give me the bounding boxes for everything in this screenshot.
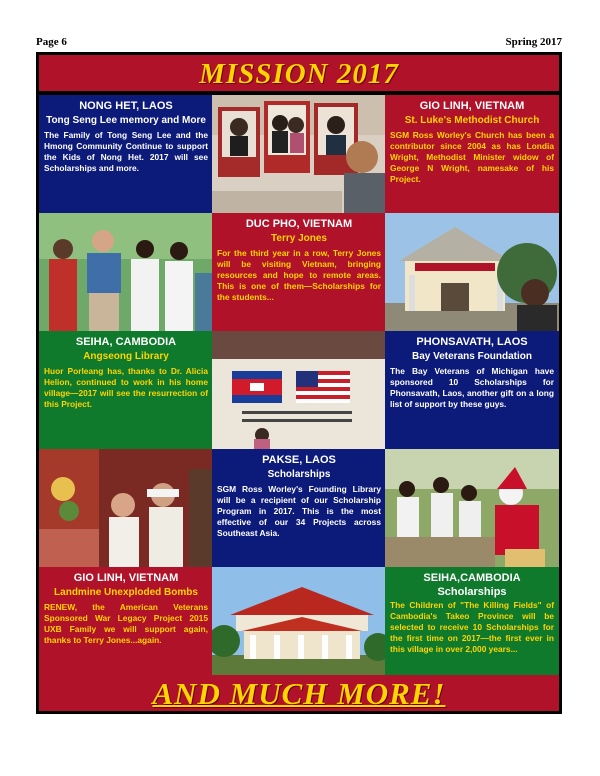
seiha-library-panel bbox=[39, 331, 213, 449]
santa-students-photo bbox=[385, 449, 559, 567]
panel-body: The Bay Veterans of Michigan have sponsored 10 Scholarships for Phonsavath, Laos, another gift on a long list of support by these guys. bbox=[390, 366, 554, 409]
panel-title: SEIHA, CAMBODIA bbox=[75, 336, 177, 348]
duc-pho-panel bbox=[212, 213, 386, 331]
seiha-scholarships-panel bbox=[385, 567, 559, 685]
panel-subtitle: Landmine Unexploded Bombs bbox=[54, 587, 198, 598]
panel-body: RENEW, the American Veterans Sponsored War Legacy Project 2015 UXB Family we will support again, thanks to Terry Jones...again. bbox=[44, 602, 208, 645]
library-flags-photo bbox=[212, 331, 386, 449]
students-group-photo bbox=[39, 213, 213, 331]
and-much-more-banner: AND MUCH MORE! bbox=[39, 675, 559, 711]
panel-subtitle: Scholarships bbox=[267, 469, 331, 480]
panel-title: PHONSAVATH, LAOS bbox=[416, 336, 528, 348]
library-building-photo bbox=[212, 567, 386, 685]
panel-title: NONG HET, LAOS bbox=[79, 100, 173, 112]
issue-date: Spring 2017 bbox=[505, 36, 562, 48]
children-ceremony-photo bbox=[39, 449, 213, 567]
nong-het-panel bbox=[39, 95, 213, 213]
mission-banner: MISSION 2017 bbox=[39, 55, 559, 91]
panel-subtitle: St. Luke's Methodist Church bbox=[404, 115, 540, 126]
panel-body: SGM Ross Worley's Founding Library will be a recipient of our Scholarship Program in 2017. This is the most effective of our 34 Projects across Southeast Asia. bbox=[217, 484, 381, 538]
panel-subtitle: Tong Seng Lee memory and More bbox=[46, 115, 206, 126]
phonsavath-panel bbox=[385, 331, 559, 449]
panel-body: Huor Porleang has, thanks to Dr. Alicia Helion, continued to work in his home village—2017 will see the resurrection of this Project. bbox=[44, 366, 208, 409]
panel-title: GIO LINH, VIETNAM bbox=[419, 100, 525, 112]
gio-linh-church-panel bbox=[385, 95, 559, 213]
memorial-portraits-photo bbox=[212, 95, 386, 213]
page-number: Page 6 bbox=[36, 36, 67, 48]
panel-subtitle: Terry Jones bbox=[271, 233, 327, 244]
panel-body: For the third year in a row, Terry Jones will be visiting Vietnam, bringing resources and hope to remote areas. This is one of them—Scholarships for the students... bbox=[217, 248, 381, 302]
panel-subtitle: Angseong Library bbox=[83, 351, 169, 362]
panel-body: SGM Ross Worley's Church has been a contributor since 2004 as has Londia Wright, Methodist Minister widow of George N Wright, namesake of his Project. bbox=[390, 130, 554, 184]
panel-subtitle: Bay Veterans Foundation bbox=[411, 351, 533, 362]
panel-title: GIO LINH, VIETNAM bbox=[73, 572, 179, 584]
panel-title: DUC PHO, VIETNAM bbox=[245, 218, 353, 230]
panel-title: PAKSE, LAOS bbox=[262, 454, 336, 466]
newsletter-frame bbox=[36, 52, 562, 714]
church-building-photo bbox=[385, 213, 559, 331]
panel-body: The Family of Tong Seng Lee and the Hmong Community Continue to support the Kids of Nong Het. 2017 will see Scholarships and more. bbox=[44, 130, 208, 173]
panel-body: The Children of "The Killing Fields" of Cambodia's Takeo Province will be selected to receive 10 Scholarships for the first time on 2017—the first ever in this village in over 2,000 years... bbox=[390, 600, 554, 654]
gio-linh-landmine-panel bbox=[39, 567, 213, 685]
pakse-panel bbox=[212, 449, 386, 567]
panel-title: SEIHA,CAMBODIA Scholarships bbox=[423, 572, 521, 598]
